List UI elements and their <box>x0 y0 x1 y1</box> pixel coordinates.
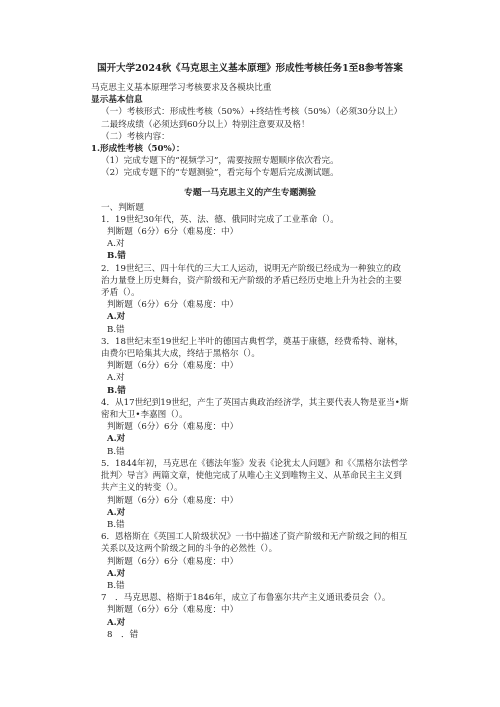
option-b: B.错 <box>107 324 125 335</box>
question-item <box>91 531 409 592</box>
question-text: 2．19世纪三、四十年代的三大工人运动，说明无产阶级已经成为一种独立的政治力量登上历史舞台，资产阶级和无产阶级的矛盾已经历史地上升为社会的主要矛盾（）。 <box>101 263 402 299</box>
option-b: B.错 <box>107 251 126 262</box>
question-item <box>91 592 409 641</box>
intro-paragraph-1: （一）考核形式：形成性考核（50%）+终结性考核（50%）（必须30分以上）二最终成绩（必须达到60分以上）特别注意要双及格！ <box>101 107 403 130</box>
option-b: B.错 <box>107 580 125 591</box>
question-meta: 判断题（6分）6分（难易度：中） <box>107 422 239 433</box>
section-subtitle: 一、判断题 <box>101 202 144 213</box>
question-item <box>91 336 409 397</box>
question-meta: 判断题（6分）6分（难易度：中） <box>107 605 239 616</box>
question-text: 1．19世纪30年代，英、法、德、俄同时完成了工业革命（）。 <box>101 214 339 225</box>
option-b: B.错 <box>107 519 125 530</box>
question-meta: 判断题（6分）6分（难易度：中） <box>107 300 239 311</box>
question-item <box>91 263 409 336</box>
option-a: A.对 <box>107 434 126 445</box>
question-text: 3．18世纪末至19世纪上半叶的德国古典哲学，奠基于康德，经费希特、谢林，由费尔巴哈集其大成，终结于黑格尔（）。 <box>101 336 404 360</box>
question-meta: 判断题（6分）6分（难易度：中） <box>107 495 239 506</box>
document-title: 国开大学2024秋《马克思主义基本原理》形成性考核任务1至8参考答案 <box>97 63 403 74</box>
intro-notice: 显示基本信息 <box>91 95 143 106</box>
question-text: 6．恩格斯在《英国工人阶级状况》一书中描述了资产阶级和无产阶级之间的相互关系以及这两个阶级之间的斗争的必然性（）。 <box>101 532 408 555</box>
question-list <box>91 214 409 641</box>
question-text: 7 ．马克思恩、格斯于1846年，成立了布鲁塞尔共产主义通讯委员会（）。 <box>101 593 391 604</box>
option-a: A.对 <box>107 373 125 384</box>
question-text: 4．从17世纪到19世纪，产生了英国古典政治经济学，其主要代表人物是亚当•斯密和大卫•李嘉图（）。 <box>101 397 409 421</box>
document-body <box>91 82 409 641</box>
question-item <box>91 397 409 458</box>
intro-heading: 马克思主义基本原理学习考核要求及各模块比重 <box>91 83 272 93</box>
option-a: A.对 <box>107 568 126 579</box>
section-title: 专题一马克思主义的产生专题测验 <box>184 187 316 198</box>
option-b: 8 ．错 <box>107 629 139 640</box>
question-meta: 判断题（6分）6分（难易度：中） <box>107 361 239 372</box>
question-meta: 判断题（6分）6分（难易度：中） <box>107 556 239 567</box>
intro-paragraph-3: 1.形成性考核（50%）： <box>91 144 185 155</box>
option-a: A.对 <box>107 507 126 518</box>
option-b: B.错 <box>107 446 125 457</box>
intro-paragraph-2: （二）考核内容： <box>101 131 170 142</box>
option-b: B.错 <box>107 385 126 396</box>
option-a: A.对 <box>107 617 126 628</box>
question-meta: 判断题（6分）6分（难易度：中） <box>107 227 239 238</box>
option-a: A.对 <box>107 239 125 250</box>
question-text: 5．1844年初，马克思在《德法年鉴》发表《论犹太人问题》和《〈黑格尔法哲学批判〉导言》两篇文章，使他完成了从唯心主义到唯物主义、从革命民主主义到共产主义的转变（）。 <box>101 458 408 494</box>
option-a: A.对 <box>107 312 126 323</box>
question-item <box>91 458 409 531</box>
question-item <box>91 214 409 263</box>
intro-paragraph-5: （2）完成专题下的“专题测验”，看完每个专题后完成测试题。 <box>101 168 339 179</box>
intro-paragraph-4: （1）完成专题下的“视频学习”，需要按照专题顺序依次看完。 <box>101 156 339 167</box>
